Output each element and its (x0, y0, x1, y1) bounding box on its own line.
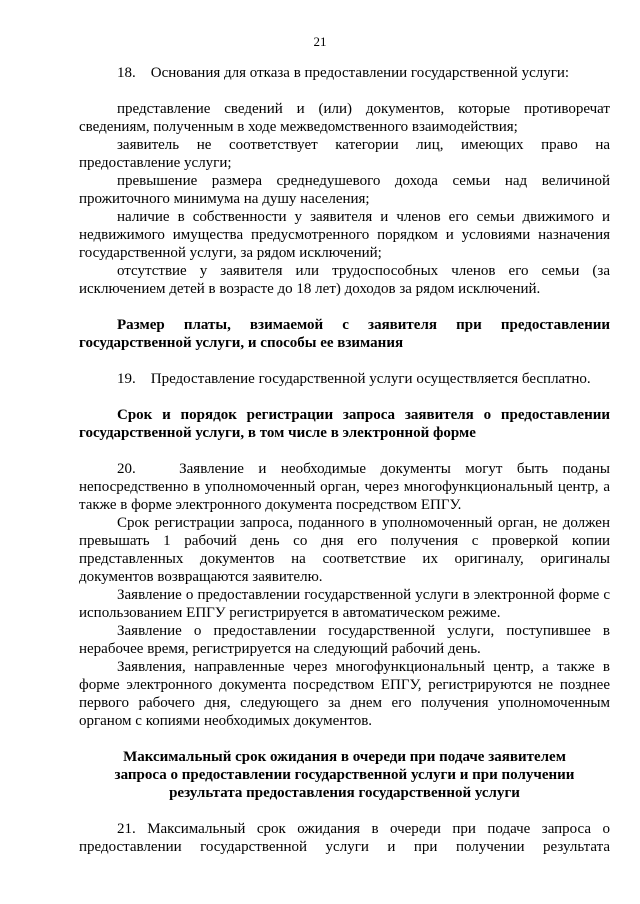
refusal-reason-3: превышение размера среднедушевого дохода семьи над величиной прожиточного минимума на душу населения; (79, 173, 610, 207)
section-20-paragraph-5: Заявления, направленные через многофункциональный центр, а также в форме электронного документа посредством ЕПГУ, регистрируются не позднее первого рабочего дня, следующего за днем его получения уполномоченным органом с копиями необходимых документов. (79, 659, 610, 729)
refusal-reason-2: заявитель не соответствует категории лиц, имеющих право на предоставление услуги; (79, 137, 610, 171)
refusal-reason-4: наличие в собственности у заявителя и членов его семьи движимого и недвижимого имущества предусмотренного порядком и условиями назначения государственной услуги, за рядом исключений; (79, 209, 610, 261)
fee-section-heading: Размер платы, взимаемой с заявителя при предоставлении государственной услуги, и способы ее взимания (79, 317, 610, 351)
queue-heading-line-2: запроса о предоставлении государственной услуги и при получении (114, 767, 575, 783)
section-20-paragraph-2: Срок регистрации запроса, поданного в уполномоченный орган, не должен превышать 1 рабочий день со дня его получения с проверкой копии представленных документов на соответствие их оригиналу, оригиналы документов возвращаются заявителю. (79, 515, 610, 585)
section-19-text: 19. Предоставление государственной услуги осуществляется бесплатно. (117, 371, 591, 387)
page-content (79, 64, 610, 856)
section-20-paragraph-4: Заявление о предоставлении государственной услуги, поступившее в нерабочее время, регистрируется на следующий рабочий день. (79, 623, 610, 657)
page-number: 21 (313, 34, 327, 49)
section-20-paragraph-3: Заявление о предоставлении государственной услуги в электронной форме с использованием ЕПГУ регистрируется в автоматическом режиме. (79, 587, 610, 621)
registration-section-heading: Срок и порядок регистрации запроса заявителя о предоставлении государственной услуги, в том числе в электронной форме (79, 407, 610, 441)
refusal-reason-1: представление сведений и (или) документов, которые противоречат сведениям, полученным в ходе межведомственного взаимодействия; (79, 101, 610, 135)
section-20-paragraph-1: 20. Заявление и необходимые документы могут быть поданы непосредственно в уполномоченный орган, через многофункциональный центр, а также в форме электронного документа посредством ЕПГУ. (79, 461, 610, 513)
refusal-reason-5: отсутствие у заявителя или трудоспособных членов его семьи (за исключением детей в возрасте до 18 лет) доходов за рядом исключений. (79, 263, 610, 297)
queue-heading-line-1: Максимальный срок ожидания в очереди при подаче заявителем (123, 749, 566, 765)
section-21-text: 21. Максимальный срок ожидания в очереди при подаче запроса о предоставлении государственной услуги и при получении результата (79, 821, 610, 855)
queue-heading-line-3: результата предоставления государственной услуги (169, 785, 520, 801)
section-18-heading: 18. Основания для отказа в предоставлении государственной услуги: (117, 65, 570, 81)
